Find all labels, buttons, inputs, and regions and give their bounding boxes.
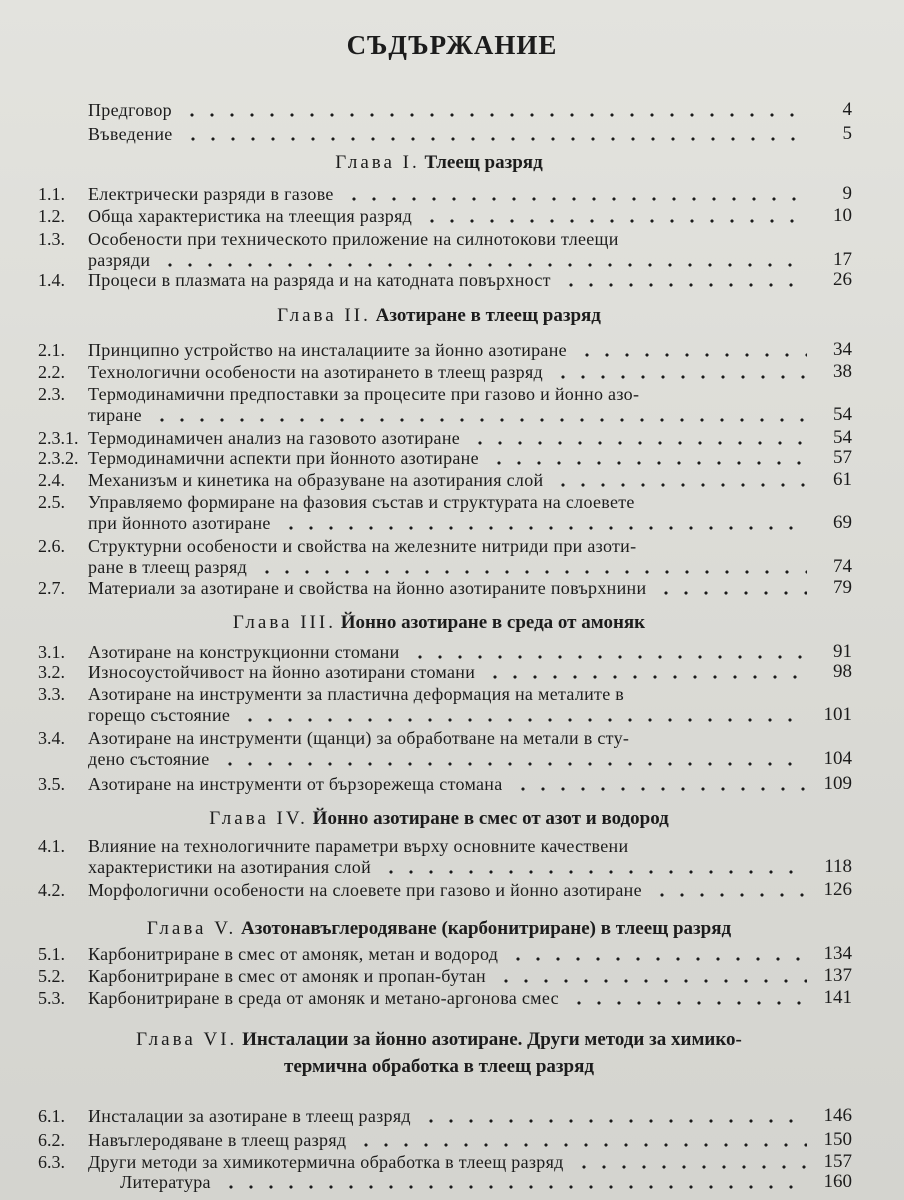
toc-item-number: 1.1. — [38, 184, 65, 204]
dot-leader — [652, 882, 807, 900]
chapter-label: Глава VI. — [136, 1029, 238, 1050]
dot-leader — [410, 644, 807, 662]
toc-item-title: Влияние на технологичните параметри върху основните качествени — [88, 836, 629, 856]
dot-leader — [485, 664, 807, 682]
chapter-heading — [24, 152, 854, 174]
toc-item-title: характеристики на азотирания слой — [88, 857, 372, 877]
toc-item-title: Електрически разряди в газове — [88, 184, 334, 204]
dot-leader — [152, 407, 807, 425]
chapter-label: Глава III. — [232, 612, 336, 633]
toc-item-title: Азотиране на инструменти от бързорежеща стомана — [88, 774, 503, 794]
dot-leader — [553, 364, 807, 382]
dot-leader — [281, 515, 807, 533]
toc-page-number: 34 — [833, 339, 852, 360]
dot-leader — [513, 776, 807, 794]
toc-page-number: 146 — [823, 1105, 852, 1126]
toc-page-number: 101 — [823, 704, 852, 725]
toc-item-number: 1.4. — [38, 270, 65, 290]
toc-page-number: 137 — [823, 965, 852, 986]
chapter-heading — [24, 305, 854, 327]
dot-leader — [489, 450, 807, 468]
chapter-title: Инсталации за йонно азотиране. Други методи за химико- — [242, 1029, 742, 1050]
toc-page-number: 150 — [823, 1129, 852, 1150]
toc-item-number: 6.1. — [38, 1106, 65, 1126]
toc-item-number: 1.3. — [38, 229, 65, 249]
dot-leader — [422, 208, 807, 226]
toc-item-number: 2.2. — [38, 362, 65, 382]
toc-page-number: 17 — [833, 249, 852, 270]
toc-item-title: Морфологични особености на слоевете при газово и йонно азотиране — [88, 880, 642, 900]
chapter-label: Глава V. — [146, 918, 237, 939]
toc-item-title: дено състояние — [88, 749, 210, 769]
dot-leader — [182, 102, 807, 120]
toc-item-number: 2.6. — [38, 536, 65, 556]
toc-item-number: 3.1. — [38, 642, 65, 662]
toc-page-number: 54 — [833, 427, 852, 448]
toc-page-number: 57 — [833, 447, 852, 468]
toc-item-title: Карбонитриране в смес от амоняк, метан и водород — [88, 944, 499, 964]
toc-page-number: 5 — [842, 123, 852, 144]
toc-item-number: 3.2. — [38, 662, 65, 682]
toc-item-title: Процеси в плазмата на разряда и на катодната повърхност — [88, 270, 551, 290]
dot-leader — [569, 990, 807, 1008]
dot-leader — [574, 1154, 807, 1172]
dot-leader — [240, 707, 807, 725]
toc-item-number: 3.3. — [38, 684, 65, 704]
toc-page-number: 4 — [842, 99, 852, 120]
toc-item-title: Карбонитриране в смес от амоняк и пропан-бутан — [88, 966, 486, 986]
toc-item-number: 4.2. — [38, 880, 65, 900]
dot-leader — [221, 1174, 807, 1192]
toc-item-title: тиране — [88, 405, 142, 425]
toc-item-title: Износоустойчивост на йонно азотирани стомани — [88, 662, 476, 682]
toc-item-number: 2.3. — [38, 384, 65, 404]
toc-item-title: Термодинамичен анализ на газовото азотиране — [88, 428, 461, 448]
toc-item-title: Особености при техническото приложение на силнотокови тлеещи — [88, 229, 619, 249]
toc-item-title: Технологични особености на азотирането в тлеещ разряд — [88, 362, 543, 382]
toc-item-number: 6.3. — [38, 1152, 65, 1172]
toc-item-number: 1.2. — [38, 206, 65, 226]
toc-page-number: 104 — [823, 748, 852, 769]
chapter-heading — [24, 612, 854, 634]
dot-leader — [496, 968, 807, 986]
toc-page-number: 98 — [833, 661, 852, 682]
toc-item-title: горещо състояние — [88, 705, 231, 725]
chapter-title: Йонно азотиране в смес от азот и водород — [312, 808, 669, 829]
chapter-label: Глава II. — [277, 305, 371, 326]
toc-item-title: Навъглеродяване в тлеещ разряд — [88, 1130, 347, 1150]
toc-item-number: 5.1. — [38, 944, 65, 964]
toc-item-title: Принципно устройство на инсталациите за йонно азотиране — [88, 340, 567, 360]
toc-item-number: 2.5. — [38, 492, 65, 512]
toc-page-number: 38 — [833, 361, 852, 382]
chapter-title: Азотиране в тлеещ разряд — [375, 305, 601, 326]
toc-page-number: 91 — [833, 641, 852, 662]
toc-item-number: 6.2. — [38, 1130, 65, 1150]
toc-page-number: 74 — [833, 556, 852, 577]
toc-page-number: 157 — [823, 1151, 852, 1172]
dot-leader — [344, 186, 807, 204]
toc-page-number: 160 — [823, 1171, 852, 1192]
toc-item-number: 3.4. — [38, 728, 65, 748]
chapter-heading-continued: термична обработка в тлеещ разряд — [283, 1056, 594, 1077]
toc-item-title: Азотиране на инструменти за пластична деформация на металите в — [88, 684, 625, 704]
chapter-heading — [24, 918, 854, 940]
dot-leader — [257, 559, 807, 577]
toc-page-number: 109 — [823, 773, 852, 794]
toc-page-number: 69 — [833, 512, 852, 533]
toc-item-title: Механизъм и кинетика на образуване на азотирания слой — [88, 470, 544, 490]
toc-item-number: 5.2. — [38, 966, 65, 986]
toc-item-number: 2.3.1. — [38, 428, 79, 448]
toc-page-number: 134 — [823, 943, 852, 964]
toc-page-number: 141 — [823, 987, 852, 1008]
toc-page-number: 61 — [833, 469, 852, 490]
toc-page-number: 26 — [833, 269, 852, 290]
toc-item-title: Структурни особености и свойства на железните нитриди при азоти- — [88, 536, 637, 556]
dot-leader — [356, 1132, 807, 1150]
toc-item-number: 2.7. — [38, 578, 65, 598]
toc-page-number: 10 — [833, 205, 852, 226]
toc-page-number: 79 — [833, 577, 852, 598]
dot-leader — [553, 472, 807, 490]
dot-leader — [577, 342, 807, 360]
dot-leader — [470, 430, 807, 448]
chapter-label: Глава I. — [335, 152, 420, 173]
toc-item-title: Предговор — [88, 100, 172, 120]
toc-item-title: Азотиране на конструкционни стомани — [88, 642, 400, 662]
dot-leader — [421, 1108, 807, 1126]
dot-leader — [561, 272, 807, 290]
chapter-title: Йонно азотиране в среда от амоняк — [340, 612, 646, 633]
dot-leader — [656, 580, 807, 598]
chapter-heading — [24, 1029, 854, 1051]
toc-item-title: Управляемо формиране на фазовия състав и структурата на слоевете — [88, 492, 635, 512]
toc-item-number: 2.4. — [38, 470, 65, 490]
chapter-title: Тлеещ разряд — [424, 152, 543, 173]
toc-page-number: 118 — [824, 856, 852, 877]
toc-item-title: при йонното азотиране — [88, 513, 271, 533]
toc-page-number: 54 — [833, 404, 852, 425]
toc-item-title: Инсталации за азотиране в тлеещ разряд — [88, 1106, 411, 1126]
toc-item-number: 2.3.2. — [38, 448, 79, 468]
chapter-heading — [24, 808, 854, 830]
toc-item-number: 2.1. — [38, 340, 65, 360]
dot-leader — [183, 126, 807, 144]
toc-page-number: 9 — [842, 183, 852, 204]
toc-item-number: 5.3. — [38, 988, 65, 1008]
toc-item-title: разряди — [88, 250, 151, 270]
toc-item-title: Други методи за химикотермична обработка в тлеещ разряд — [88, 1152, 564, 1172]
toc-item-title: Термодинамични аспекти при йонното азотиране — [88, 448, 479, 468]
chapter-title: Азотонавъглеродяване (карбонитриране) в тлеещ разряд — [241, 918, 732, 939]
toc-item-title: Обща характеристика на тлеещия разряд — [88, 206, 413, 226]
toc-item-title: Литература — [120, 1172, 211, 1192]
page-title: СЪДЪРЖАНИЕ — [346, 30, 558, 60]
toc-item-title: Карбонитриране в среда от амоняк и метано-аргонова смес — [88, 988, 559, 1008]
toc-item-title: Термодинамични предпоставки за процесите при газово и йонно азо- — [88, 384, 640, 404]
toc-item-title: Материали за азотиране и свойства на йонно азотираните повърхнини — [88, 578, 647, 598]
toc-item-title: Азотиране на инструменти (щанци) за обработване на метали в сту- — [88, 728, 630, 748]
chapter-label: Глава IV. — [209, 808, 308, 829]
toc-page-number: 126 — [823, 879, 852, 900]
dot-leader — [381, 859, 807, 877]
dot-leader — [160, 252, 807, 270]
dot-leader — [508, 946, 807, 964]
toc-item-number: 3.5. — [38, 774, 65, 794]
dot-leader — [220, 751, 807, 769]
toc-item-number: 4.1. — [38, 836, 65, 856]
toc-item-title: ране в тлеещ разряд — [88, 557, 248, 577]
toc-item-title: Въведение — [88, 124, 173, 144]
